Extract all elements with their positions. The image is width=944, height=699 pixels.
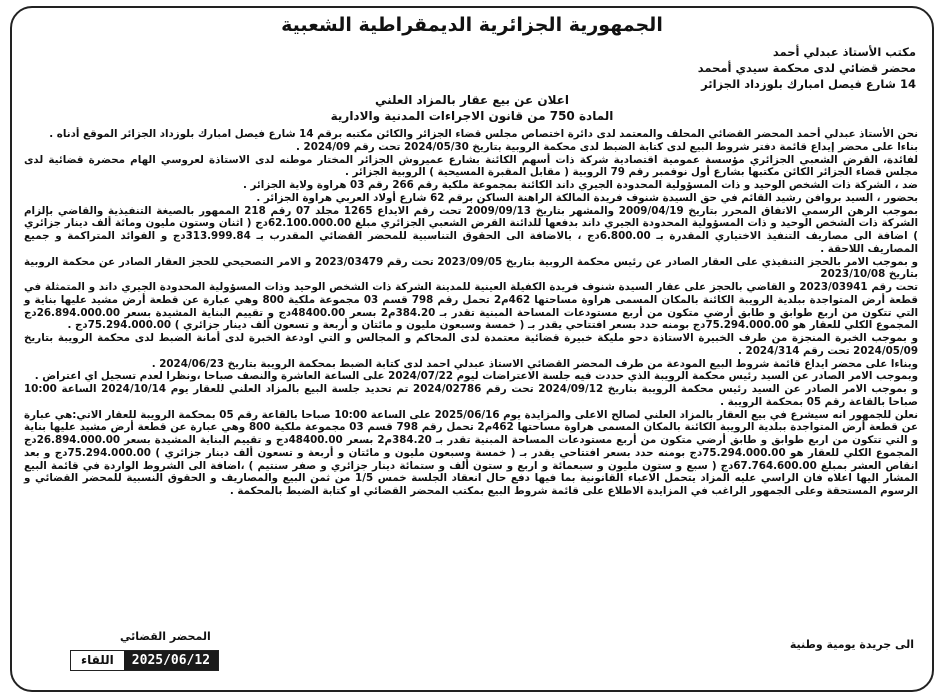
paragraph: بموجب الرهن الرسمي الاتفاق المحرر بتاريخ 2009/04/19 والمشهر بتاريخ 2009/09/13 تحت رقم الايداع 1265 مجلد 07 رقم 218 الممهور بالصيغة التنفيذية والقاضي بإلزام الشركة ذات الشخص الوحيد و ذات المسؤولية المحدودة الجيري داند بدفعها للدائنة القرض الشعبي الجزائري مبلغ 62.100.000.00دج ( اثنان وستون مليون ومائة ألف دينار جزائري ) اضافة الى مصاريف التنفيذ الاختياري المقدرة بـ 6.800.00دج ، بالاضافة الى الحقوق التناسبية للمحضر القضائي المقدرب بـ 313.999.84دج و الفوائد المتراكمة و جميع المصاريف اللاحقة . [24,204,919,255]
office-role: محضر قضائي لدى محكمة سيدي أمحمد [697,61,916,75]
republic-title: الجمهورية الجزائرية الديمقراطية الشعبية [281,14,663,36]
paragraph: بحضور ، السيد بروافن رشيد القائم في حق السيدة شنوف فريدة المالكة الراهنة الساكن برقم 62 شارع أولاد العربي هراوة الجزائر . [256,191,918,204]
paragraph: تحت رقم 2023/03941 و القاضي بالحجز على عقار السيدة شنوف فريدة الكفيلة العينية للمدينة الشركة ذات الشخص الوحيد وذات المسؤولية المحدودة الجيري داند و المتمثلة في قطعة أرض المتواجدة ببلدية الرويبة الكائنة بالمكان المسمى هراوة مساحتها 462م2 تحمل رقم 798 قسم 03 مجموعة ملكية 800 وهي عبارة عن قطعة أرض مشيد عليها بناية و التي تتكون من اربع طوابق و طابق أرضي متكون من أربع مستودعات المساحة المبنية تقدر بـ 384.20م2 بسعر 48400.00دج و تقييم البناية المشيدة بسعر 26.894.000.00دج المجموع الكلي للعقار هو 75.294.000.00دج بومنه حدد بسعر افتتاحي يقدر بـ ( خمسة وسبعون مليون و مائتان و أربعة و تسعون ألف دينار جزائري ) 75.294.000.00دج . [24,281,918,332]
office-name: مكتب الأستاذ عبدلي أحمد [772,45,916,59]
paragraph: نعلن للجمهور انه سيشرع في بيع العقار بالمزاد العلني لصالح الاعلى والمزايدة يوم 2025/06/16 على الساعة 10:00 صباحا بالقاعة رقم 05 بمحكمة الرويبة للعقار الاتي:هي عبارة عن قطعة أرض المتواجدة ببلدية الرويبة الكائنة بالمكان المسمى هراوة مساحتها 462م2 تحمل رقم 798 قسم 03 مجموعة ملكية 800 وهي عبارة عن قطعة أرض مشيد عليها بناية و التي تتكون من اربع طوابق و طابق أرضي متكون من أربع مستودعات المساحة المبنية تقدر بـ 384.20م2 بسعر 48400.00دج و تقييم البناية المشيدة بسعر 26.894.000.00دج المجموع الكلي للعقار هو 75.294.000.00دج بومنه حدد بسعر افتتاحي يقدر بـ ( خمسة وسبعون مليون و مائتان و أربعة و تسعون ألف دينار جزائري ) 75.294.000.00دج و بعد انقاص العشر بمبلغ 67.764.600.00دج ( سبع و ستون مليون و سبعمائة و اربع و ستون ألف و ستمائة دينار جزائري و صفر سنتيم ) ،اضافة الى الشروط الواردة في قائمة البيع المشار اليها اعلاه فان الراسي عليه المزاد يتحمل الاعباء القانونية بما فيها دفع حال انعقاد الجلسة خمس 1/5 من ثمن البيع والمصاريف و الحقوق النسبية للمحضر القضائي و الرسوم المستحقة وعلى الجمهور الراغب في المزايدة الاطلاع على قائمة شروط البيع بمكتب المحضر القضائي او كتابة الضبط بالمحكمة . [24,408,919,497]
office-address: 14 شارع فيصل امبارك بلوزداد الجزائر [701,77,916,91]
paragraph: بناءا على محضر إيداع قائمة دفتر شروط البيع لدى كتابة الضبط لدى محكمة الروبية بتاريخ 2024/05/30 تحت رقم 2024/09 . [296,140,918,153]
paragraph: و بموجب الخبرة المنجزة من طرف الخبيرة الاستاذة دحو مليكة خبيرة قضائية معتمدة لدى المحاكم و المجالس و التي اودعة الخبرة لدى أمانة الضبط لدى محكمة الرويبة بتاريخ 2024/05/09 تحت رقم 2024/314 . [24,332,918,357]
notice-heading [0,92,944,124]
paragraph: وبناءا على محضر ايداع قائمة شروط البيع المودعة من طرف المحضر القضائي الاستاذ عبدلي احمد لدى كتابة الضبط بمحكمة الرويبة بتاريخ 2024/06/23 . [151,357,918,370]
publication-stamp [70,650,219,671]
stamp-date: 2025/06/12 [124,651,218,670]
publication-target: الى جريدة يومية وطنية [789,638,914,651]
notice-body [24,128,918,498]
paragraph: نحن الأستاذ عبدلي أحمد المحضر القضائي المحلف والمعتمد لدى دائرة اختصاص مجلس قضاء الجزائر والكائن مكتبه برقم 14 شارع فيصل امبارك بلوزداد الجزائر الموقع أدناه . [49,128,918,140]
paragraph: و بموجب الامر الصادر عن السيد رئيس محكمة الرويبة بتاريخ 2024/09/12 تحت رقم 2024/02786 تم تحديد جلسة البيع بالمزاد العلني للعقار يوم 2024/10/14 الساعة 10:00 صباحا بالقاعة رقم 05 بمحكمة الرويبة . [24,383,918,408]
paragraph: وبموجب الامر الصادر عن السيد رئيس محكمة الرويبة الذي حددت فيه جلسة الاعتراضات ليوم 2024/07/22 على الساعة العاشرة والنصف صباحا ،ونظرا لعدم تسجيل اي اعتراض . [34,370,918,383]
paragraph: و بموجب الامر بالحجز التنفيذي على العقار الصادر عن رئيس محكمة الروبية بتاريخ 2023/09/05 تحت رقم 2023/03479 و الامر التصحيحي للحجز العقار الصادر عن محكمة الروبية بتاريخ 2023/10/08 [24,255,918,281]
notice-subtitle: المادة 750 من قانون الاجراءات المدنية والادارية [330,109,614,123]
bailiff-office-block [698,44,916,92]
paragraph: ضد ، الشركة ذات الشخص الوحيد و ذات المسؤولية المحدودة الجيري داند الكائنة بمجموعة ملكية رقم 266 رقم 03 هراوة ولاية الجزائر . [243,179,918,191]
signature-label: المحضر القضائي [120,630,211,643]
publication-note [790,637,914,653]
notice-title: اعلان عن بيع عقار بالمزاد العلني [374,93,570,107]
paragraph: لفائدة، القرض الشعبي الجزائري مؤسسة عمومية اقتصادية شركة ذات أسهم الكائنة بشارع عميروش الجزائر المختار موطنه لدى الاستاذة لعروسي الهام محضرة قضائية لدى مجلس قضاء الجزائر الكائن مكتبها بشارع أول نوفمبر رقم 79 الروبية ( مقابل المقبرة المسيحية ) الروبية الجزائر . [24,153,918,179]
stamp-day: اللقاء [71,651,124,670]
